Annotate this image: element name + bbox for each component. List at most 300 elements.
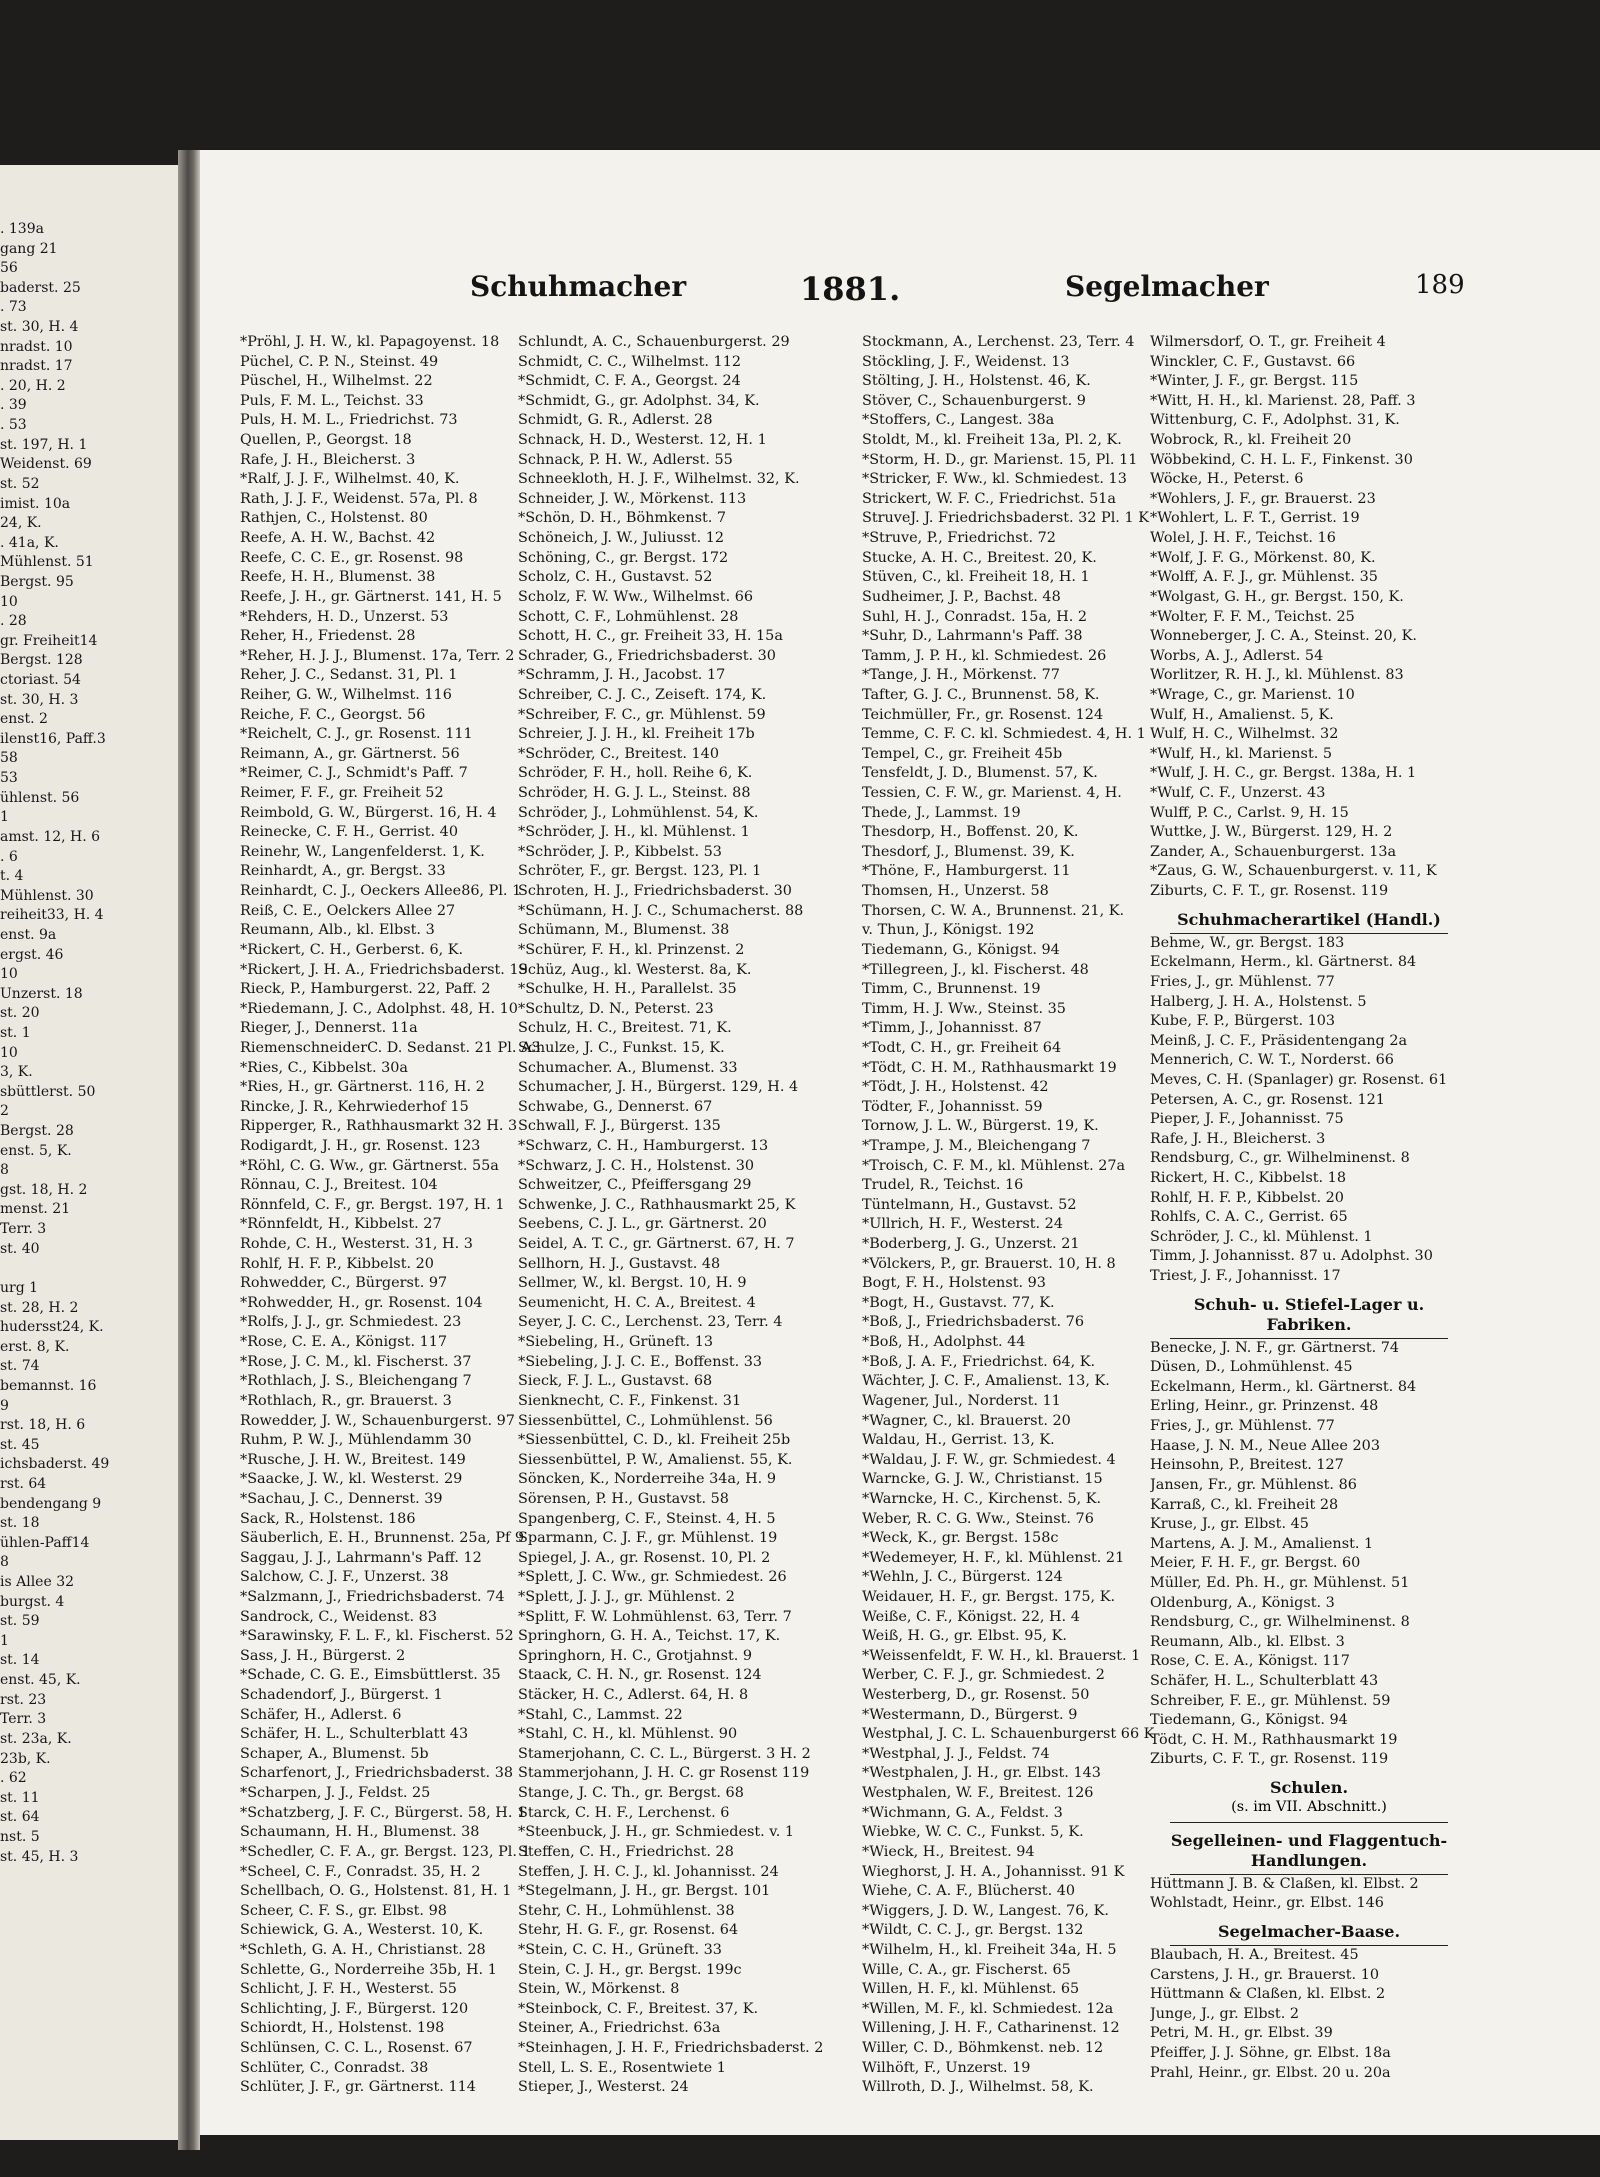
directory-entry: Schnack, P. H. W., Adlerst. 55	[518, 451, 733, 468]
directory-entry: Tödter, F., Johannisst. 59	[862, 1098, 1043, 1115]
directory-entry: *Schmidt, G., gr. Adolphst. 34, K.	[518, 392, 760, 409]
directory-entry: Salchow, C. J. F., Unzerst. 38	[240, 1569, 449, 1586]
directory-entry: st. 11	[0, 1789, 40, 1806]
directory-entry: Rönnau, C. J., Breitest. 104	[240, 1177, 438, 1194]
directory-entry: Wulf, H. C., Wilhelmst. 32	[1150, 726, 1339, 743]
directory-entry: Schröder, F. H., holl. Reihe 6, K.	[518, 765, 753, 782]
directory-entry: *Salzmann, J., Friedrichsbaderst. 74	[240, 1589, 505, 1605]
directory-entry: *Schreiber, F. C., gr. Mühlenst. 59	[518, 706, 766, 723]
directory-entry: Wilmersdorf, O. T., gr. Freiheit 4	[1150, 334, 1386, 350]
directory-entry: Stein, W., Mörkenst. 8	[518, 1981, 680, 1998]
directory-entry: Stammerjohann, J. H. C. gr Rosenst 119	[518, 1765, 810, 1782]
directory-entry: *Stegelmann, J. H., gr. Bergst. 101	[518, 1883, 771, 1900]
directory-entry: *Timm, J., Johannisst. 87	[862, 1020, 1042, 1037]
directory-entry: *Willen, M. F., kl. Schmiedest. 12a	[862, 2000, 1114, 2017]
directory-entry: v. Thun, J., Königst. 192	[862, 922, 1035, 939]
page-header	[200, 262, 1600, 322]
directory-entry: Schlundt, A. C., Schauenburgerst. 29	[518, 334, 790, 350]
section-heading: Segelleinen- und Flaggentuch-Handlungen.	[1170, 1830, 1448, 1870]
directory-entry: Carstens, J. H., gr. Brauerst. 10	[1150, 1966, 1380, 1983]
directory-entry: Reher, H., Friedenst. 28	[240, 628, 416, 645]
directory-entry: Wuttke, J. W., Bürgerst. 129, H. 2	[1150, 824, 1393, 841]
directory-entry: *Trampe, J. M., Bleichengang 7	[862, 1137, 1091, 1154]
directory-entry: Staack, C. H. N., gr. Rosenst. 124	[518, 1667, 762, 1684]
directory-entry: Terr. 3	[0, 1711, 47, 1728]
directory-entry: Stöckling, J. F., Weidenst. 13	[862, 353, 1070, 370]
directory-entry: *Sarawinsky, F. L. F., kl. Fischerst. 52	[240, 1628, 514, 1645]
directory-entry: Ziburts, C. F. T., gr. Rosenst. 119	[1150, 1751, 1389, 1768]
directory-entry: *Tillegreen, J., kl. Fischerst. 48	[862, 961, 1089, 978]
directory-entry: . 6	[0, 848, 18, 865]
directory-entry: *Ullrich, H. F., Westerst. 24	[862, 1216, 1063, 1233]
book-gutter	[178, 150, 200, 2150]
directory-entry: Schröter, F., gr. Bergst. 123, Pl. 1	[518, 863, 762, 880]
directory-entry: Weidauer, H. F., gr. Bergst. 175, K.	[862, 1589, 1116, 1605]
directory-entry: Schlüter, J. F., gr. Gärtnerst. 114	[240, 2079, 476, 2096]
directory-entry: ichsbaderst. 49	[0, 1456, 110, 1473]
directory-entry: Schreiber, F. E., gr. Mühlenst. 59	[1150, 1692, 1391, 1709]
directory-entry: menst. 21	[0, 1201, 71, 1218]
directory-entry: amst. 12, H. 6	[0, 828, 101, 845]
directory-entry: Schulze, J. C., Funkst. 15, K.	[518, 1039, 725, 1056]
directory-entry: Kube, F. P., Bürgerst. 103	[1150, 1013, 1336, 1030]
directory-entry: 8	[0, 1554, 9, 1571]
directory-entry: . 28	[0, 613, 27, 630]
directory-entry: *Schramm, J. H., Jacobst. 17	[518, 667, 726, 684]
directory-entry: Stehr, H. G. F., gr. Rosenst. 64	[518, 1922, 739, 1939]
directory-entry: Wöcke, H., Peterst. 6	[1150, 471, 1304, 488]
directory-entry: Schmidt, G. R., Adlerst. 28	[518, 412, 713, 429]
directory-entry: Triest, J. F., Johannisst. 17	[1150, 1268, 1341, 1285]
directory-entry: *Reher, H. J. J., Blumenst. 17a, Terr. 2	[240, 647, 515, 664]
directory-entry: *Tödt, J. H., Holstenst. 42	[862, 1079, 1049, 1096]
directory-entry: Thede, J., Lammst. 19	[862, 804, 1021, 821]
directory-entry: Stell, L. S. E., Rosentwiete 1	[518, 2059, 726, 2076]
directory-entry: Schnack, H. D., Westerst. 12, H. 1	[518, 432, 767, 449]
directory-entry: Schwall, F. J., Bürgerst. 135	[518, 1118, 721, 1135]
directory-entry: Jansen, Fr., gr. Mühlenst. 86	[1150, 1476, 1357, 1493]
directory-entry: Wohlstadt, Heinr., gr. Elbst. 146	[1150, 1895, 1384, 1912]
directory-column-1	[240, 333, 558, 2135]
directory-entry: Reiß, C. E., Oelckers Allee 27	[240, 902, 456, 919]
directory-entry: erst. 8, K.	[0, 1338, 70, 1355]
directory-entry: gr. Freiheit14	[0, 632, 98, 649]
directory-entry: Zander, A., Schauenburgerst. 13a	[1150, 843, 1397, 860]
directory-entry: enst. 2	[0, 711, 48, 728]
directory-entry: *Troisch, C. F. M., kl. Mühlenst. 27a	[862, 1157, 1126, 1174]
directory-entry: Wobrock, R., kl. Freiheit 20	[1150, 432, 1352, 449]
directory-entry: Söncken, K., Norderreihe 34a, H. 9	[518, 1471, 776, 1488]
directory-entry: *Ries, H., gr. Gärtnerst. 116, H. 2	[240, 1079, 485, 1096]
directory-entry: Timm, H. J. Ww., Steinst. 35	[862, 1000, 1066, 1017]
directory-entry: urg 1	[0, 1279, 39, 1296]
directory-entry: Rodigardt, J. H., gr. Rosenst. 123	[240, 1137, 481, 1154]
directory-entry: Schadendorf, J., Bürgerst. 1	[240, 1687, 443, 1704]
directory-entry: Schott, C. F., Lohmühlenst. 28	[518, 608, 739, 625]
directory-entry: Schlichting, J. F., Bürgerst. 120	[240, 2000, 469, 2017]
directory-entry: *Wildt, C. C. J., gr. Bergst. 132	[862, 1922, 1084, 1939]
directory-entry: Springhorn, H. C., Grotjahnst. 9	[518, 1647, 753, 1664]
directory-entry: Tempel, C., gr. Freiheit 45b	[862, 745, 1063, 762]
directory-entry: Schöning, C., gr. Bergst. 172	[518, 549, 729, 566]
directory-entry: Steffen, J. H. C. J., kl. Johannisst. 24	[518, 1863, 779, 1880]
directory-entry: Ziburts, C. F. T., gr. Rosenst. 119	[1150, 883, 1389, 900]
directory-entry: Tiedemann, G., Königst. 94	[1150, 1712, 1348, 1729]
directory-entry: Trudel, R., Teichst. 16	[862, 1177, 1024, 1194]
directory-entry: Schrader, G., Friedrichsbaderst. 30	[518, 647, 776, 664]
directory-entry: Schulz, H. C., Breitest. 71, K.	[518, 1020, 732, 1037]
section-rule	[1170, 1822, 1448, 1823]
directory-entry: *Pröhl, J. H. W., kl. Papagoyenst. 18	[240, 334, 500, 350]
directory-entry: Stölting, J. H., Holstenst. 46, K.	[862, 373, 1091, 390]
directory-entry: *Schümann, H. J. C., Schumacherst. 88	[518, 902, 804, 919]
directory-entry: nradst. 17	[0, 358, 73, 375]
directory-entry: Rath, J. J. F., Weidenst. 57a, Pl. 8	[240, 490, 478, 507]
directory-entry: enst. 5, K.	[0, 1142, 72, 1159]
directory-entry: Eckelmann, Herm., kl. Gärtnerst. 84	[1150, 1378, 1417, 1395]
directory-entry: *Wulf, J. H. C., gr. Bergst. 138a, H. 1	[1150, 765, 1417, 782]
directory-entry: Karraß, C., kl. Freiheit 28	[1150, 1496, 1339, 1513]
directory-entry: Springhorn, G. H. A., Teichst. 17, K.	[518, 1628, 781, 1645]
directory-entry: Erling, Heinr., gr. Prinzenst. 48	[1150, 1398, 1379, 1415]
directory-entry: Fries, J., gr. Mühlenst. 77	[1150, 1418, 1335, 1435]
directory-entry: imist. 10a	[0, 495, 71, 512]
directory-entry: Schreiber, C. J. C., Zeiseft. 174, K.	[518, 686, 767, 703]
directory-entry: Meier, F. H. F., gr. Bergst. 60	[1150, 1555, 1361, 1572]
directory-entry: Düsen, D., Lohmühlenst. 45	[1150, 1359, 1353, 1376]
directory-entry: Schlicht, J. F. H., Westerst. 55	[240, 1981, 457, 1998]
directory-entry: *Schmidt, C. F. A., Georgst. 24	[518, 373, 741, 390]
directory-entry: Willen, H. F., kl. Mühlenst. 65	[862, 1981, 1080, 1998]
directory-entry: *Wrage, C., gr. Marienst. 10	[1150, 686, 1355, 703]
directory-entry: hudersst24, K.	[0, 1319, 104, 1336]
directory-entry: 53	[0, 770, 18, 787]
directory-entry: *Wedemeyer, H. F., kl. Mühlenst. 21	[862, 1549, 1125, 1566]
directory-entry: Schwenke, J. C., Rathhausmarkt 25, K	[518, 1196, 796, 1213]
directory-entry: *Rose, J. C. M., kl. Fischerst. 37	[240, 1353, 472, 1370]
directory-entry: Reumann, Alb., kl. Elbst. 3	[1150, 1633, 1345, 1650]
directory-entry: Seyer, J. C. C., Lerchenst. 23, Terr. 4	[518, 1314, 783, 1331]
directory-entry: 56	[0, 260, 18, 277]
directory-entry: 10	[0, 593, 18, 610]
directory-entry: *Wohlers, J. F., gr. Brauerst. 23	[1150, 490, 1376, 507]
directory-entry: Reinehr, W., Langenfelderst. 1, K.	[240, 843, 485, 860]
directory-entry: *Storm, H. D., gr. Marienst. 15, Pl. 11	[862, 451, 1138, 468]
directory-entry: Scheer, C. F. S., gr. Elbst. 98	[240, 1902, 447, 1919]
directory-entry: Wulf, H., Amalienst. 5, K.	[1150, 706, 1334, 723]
directory-entry: *Wolff, A. F. J., gr. Mühlenst. 35	[1150, 569, 1378, 586]
directory-entry: Weidenst. 69	[0, 456, 92, 473]
directory-entry: Rohwedder, C., Bürgerst. 97	[240, 1275, 448, 1292]
directory-entry: Timm, C., Brunnenst. 19	[862, 981, 1041, 998]
directory-entry: gang 21	[0, 240, 58, 257]
directory-entry: *Ries, C., Kibbelst. 30a	[240, 1059, 409, 1076]
header-right-title: Segelmacher	[1065, 270, 1269, 303]
directory-entry: *Waldau, J. F. W., gr. Schmiedest. 4	[862, 1451, 1116, 1468]
directory-entry: Scholz, C. H., Gustavst. 52	[518, 569, 713, 586]
directory-entry: Teichmüller, Fr., gr. Rosenst. 124	[862, 706, 1104, 723]
directory-entry: rst. 23	[0, 1691, 47, 1708]
directory-entry: Reimbold, G. W., Bürgerst. 16, H. 4	[240, 804, 497, 821]
directory-entry: Wille, C. A., gr. Fischerst. 65	[862, 1961, 1071, 1978]
directory-entry: st. 1	[0, 1024, 31, 1041]
directory-entry: *Bogt, H., Gustavst. 77, K.	[862, 1294, 1055, 1311]
directory-entry: *Ralf, J. J. F., Wilhelmst. 40, K.	[240, 471, 460, 488]
directory-entry: Schüz, Aug., kl. Westerst. 8a, K.	[518, 961, 752, 978]
directory-entry: Seumenicht, H. C. A., Breitest. 4	[518, 1294, 756, 1311]
directory-entry: Stüven, C., kl. Freiheit 18, H. 1	[862, 569, 1090, 586]
directory-entry: Schlette, G., Norderreihe 35b, H. 1	[240, 1961, 497, 1978]
directory-entry: Sieck, F. J. L., Gustavst. 68	[518, 1373, 713, 1390]
directory-entry: st. 197, H. 1	[0, 436, 88, 453]
directory-entry: Müller, Ed. Ph. H., gr. Mühlenst. 51	[1150, 1574, 1410, 1591]
directory-entry: *Scharpen, J. J., Feldst. 25	[240, 1785, 431, 1802]
directory-entry: *Schürer, F. H., kl. Prinzenst. 2	[518, 941, 745, 958]
directory-entry: *Scheel, C. F., Conradst. 35, H. 2	[240, 1863, 481, 1880]
directory-entry: Schröder, H. G. J. L., Steinst. 88	[518, 785, 751, 802]
directory-entry: Spiegel, J. A., gr. Rosenst. 10, Pl. 2	[518, 1549, 771, 1566]
directory-entry: Warncke, G. J. W., Christianst. 15	[862, 1471, 1103, 1488]
directory-entry: *Boß, J. A. F., Friedrichst. 64, K.	[862, 1353, 1096, 1370]
directory-entry: Schümann, M., Blumenst. 38	[518, 922, 730, 939]
directory-entry: st. 30, H. 4	[0, 319, 79, 336]
directory-entry: Unzerst. 18	[0, 985, 83, 1002]
directory-entry: Mühlenst. 30	[0, 887, 94, 904]
directory-entry: Bergst. 28	[0, 1123, 74, 1140]
directory-entry: Rendsburg, C., gr. Wilhelminenst. 8	[1150, 1150, 1410, 1167]
directory-entry: enst. 9a	[0, 926, 57, 943]
directory-entry: *Rickert, J. H. A., Friedrichsbaderst. 19	[240, 961, 528, 978]
directory-entry: *Wichmann, G. A., Feldst. 3	[862, 1804, 1063, 1821]
directory-entry: Prahl, Heinr., gr. Elbst. 20 u. 20a	[1150, 2064, 1391, 2081]
directory-entry: Schäfer, H., Adlerst. 6	[240, 1706, 402, 1723]
directory-entry: Schellbach, O. G., Holstenst. 81, H. 1	[240, 1883, 512, 1900]
directory-entry: Sellmer, W., kl. Bergst. 10, H. 9	[518, 1275, 747, 1292]
directory-column-4	[1150, 333, 1468, 2135]
directory-entry: Benecke, J. N. F., gr. Gärtnerst. 74	[1150, 1339, 1400, 1356]
directory-entry: Rohde, C. H., Westerst. 31, H. 3	[240, 1236, 473, 1253]
directory-entry: *Schade, C. G. E., Eimsbüttlerst. 35	[240, 1667, 501, 1684]
directory-entry: st. 40	[0, 1240, 40, 1257]
directory-entry: *Wolgast, G. H., gr. Bergst. 150, K.	[1150, 588, 1404, 605]
directory-entry: Suhl, H. J., Conradst. 15a, H. 2	[862, 608, 1088, 625]
directory-entry: *Schwarz, C. H., Hamburgerst. 13	[518, 1137, 769, 1154]
directory-entry: *Sachau, J. C., Dennerst. 39	[240, 1490, 443, 1507]
directory-entry: Haase, J. N. M., Neue Allee 203	[1150, 1437, 1380, 1454]
directory-entry: Seidel, A. T. C., gr. Gärtnerst. 67, H. 7	[518, 1236, 795, 1253]
directory-entry: Wonneberger, J. C. A., Steinst. 20, K.	[1150, 628, 1418, 645]
directory-entry: gst. 18, H. 2	[0, 1181, 88, 1198]
directory-entry: Reefe, H. H., Blumenst. 38	[240, 569, 436, 586]
directory-entry: Reefe, J. H., gr. Gärtnerst. 141, H. 5	[240, 588, 502, 605]
directory-entry: Rieger, J., Dennerst. 11a	[240, 1020, 418, 1037]
directory-entry: Oldenburg, A., Königst. 3	[1150, 1594, 1335, 1611]
directory-entry: Sienknecht, C. F., Finkenst. 31	[518, 1392, 742, 1409]
directory-entry: rst. 64	[0, 1476, 47, 1492]
directory-entry: *Steinhagen, J. H. F., Friedrichsbaderst. 2	[518, 2040, 824, 2057]
directory-entry: nst. 5	[0, 1828, 40, 1845]
directory-entry: Reimann, A., gr. Gärtnerst. 56	[240, 745, 460, 762]
directory-entry: Ripperger, R., Rathhausmarkt 32 H. 3	[240, 1118, 518, 1135]
directory-entry: Stockmann, A., Lerchenst. 23, Terr. 4	[862, 334, 1135, 350]
section-note: (s. im VII. Abschnitt.)	[1231, 1799, 1387, 1816]
directory-entry: *Schedler, C. F. A., gr. Bergst. 123, Pl. 1	[240, 1843, 531, 1860]
directory-entry: Schlüter, C., Conradst. 38	[240, 2059, 429, 2076]
directory-entry: Sörensen, P. H., Gustavst. 58	[518, 1490, 729, 1507]
directory-entry: . 20, H. 2	[0, 377, 66, 394]
directory-entry: Saggau, J. J., Lahrmann's Paff. 12	[240, 1549, 482, 1566]
directory-entry: rst. 18, H. 6	[0, 1417, 86, 1434]
directory-entry: *Stahl, C., Lammst. 22	[518, 1706, 683, 1723]
directory-entry: *Steenbuck, J. H., gr. Schmiedest. v. 1	[518, 1824, 794, 1841]
directory-entry: ilenst16, Paff.3	[0, 730, 106, 747]
directory-entry: Weber, R. C. G. Ww., Steinst. 76	[862, 1510, 1094, 1527]
directory-entry: Ruhm, P. W. J., Mühlendamm 30	[240, 1432, 472, 1449]
directory-entry: *Schleth, G. A. H., Christianst. 28	[240, 1941, 486, 1958]
directory-entry: Schneekloth, H. J. F., Wilhelmst. 32, K.	[518, 471, 800, 488]
directory-entry: *Rehders, H. D., Unzerst. 53	[240, 608, 449, 625]
directory-entry: *Wulf, C. F., Unzerst. 43	[1150, 785, 1326, 802]
directory-entry: Wilhöft, F., Unzerst. 19	[862, 2059, 1031, 2076]
header-year: 1881.	[800, 270, 901, 308]
directory-entry: baderst. 25	[0, 279, 81, 296]
directory-entry: Temme, C. F. C. kl. Schmiedest. 4, H. 1	[862, 726, 1146, 743]
directory-entry: Schneider, J. W., Mörkenst. 113	[518, 490, 747, 507]
directory-entry: Martens, A. J. M., Amalienst. 1	[1150, 1535, 1374, 1552]
directory-entry: Säuberlich, E. H., Brunnenst. 25a, Pf 9	[240, 1530, 525, 1547]
directory-entry: Rafe, J. H., Bleicherst. 3	[1150, 1130, 1326, 1147]
directory-entry: *Siessenbüttel, C. D., kl. Freiheit 25b	[518, 1432, 791, 1449]
directory-entry: Starck, C. H. F., Lerchenst. 6	[518, 1804, 730, 1821]
directory-entry: Siessenbüttel, C., Lohmühlenst. 56	[518, 1412, 773, 1429]
directory-entry: *Völckers, P., gr. Brauerst. 10, H. 8	[862, 1255, 1116, 1272]
directory-entry: Tödt, C. H. M., Rathhausmarkt 19	[1150, 1731, 1398, 1748]
directory-entry: Sudheimer, J. P., Bachst. 48	[862, 588, 1061, 605]
directory-entry: Rendsburg, C., gr. Wilhelminenst. 8	[1150, 1614, 1410, 1631]
directory-entry: *Westphalen, J. H., gr. Elbst. 143	[862, 1765, 1101, 1782]
directory-entry: *Stoffers, C., Langest. 38a	[862, 412, 1055, 429]
directory-entry: Puls, F. M. L., Teichst. 33	[240, 392, 424, 409]
directory-entry	[0, 1259, 178, 1279]
directory-entry: 3, K.	[0, 1064, 33, 1081]
directory-entry: st. 14	[0, 1652, 40, 1669]
directory-entry: . 139a	[0, 221, 44, 237]
directory-entry: . 73	[0, 299, 27, 316]
directory-entry: StruveJ. J. Friedrichsbaderst. 32 Pl. 1 K	[862, 510, 1149, 527]
directory-entry: st. 59	[0, 1613, 40, 1630]
directory-entry: *Splitt, F. W. Lohmühlenst. 63, Terr. 7	[518, 1608, 792, 1625]
directory-entry: reiheit33, H. 4	[0, 907, 104, 924]
directory-entry: is Allee 32	[0, 1574, 75, 1591]
directory-entry: 1	[0, 1632, 9, 1649]
directory-entry: *Reimer, C. J., Schmidt's Paff. 7	[240, 765, 468, 782]
directory-entry: Stoldt, M., kl. Freiheit 13a, Pl. 2, K.	[862, 432, 1122, 449]
directory-entry: Thomsen, H., Unzerst. 58	[862, 883, 1049, 900]
directory-entry: Tüntelmann, H., Gustavst. 52	[862, 1196, 1077, 1213]
directory-entry: Rafe, J. H., Bleicherst. 3	[240, 451, 416, 468]
directory-entry: Rathjen, C., Holstenst. 80	[240, 510, 428, 527]
directory-entry: Heinsohn, P., Breitest. 127	[1150, 1457, 1344, 1474]
directory-entry: *Todt, C. H., gr. Freiheit 64	[862, 1039, 1062, 1056]
directory-entry: sbüttlerst. 50	[0, 1083, 96, 1100]
directory-entry: Eckelmann, Herm., kl. Gärtnerst. 84	[1150, 954, 1417, 971]
directory-entry: *Tange, J. H., Mörkenst. 77	[862, 667, 1060, 684]
directory-entry: *Warncke, H. C., Kirchenst. 5, K.	[862, 1490, 1102, 1507]
directory-entry: Rickert, H. C., Kibbelst. 18	[1150, 1169, 1346, 1186]
directory-entry: Weiße, C. F., Königst. 22, H. 4	[862, 1608, 1080, 1625]
directory-entry: Reumann, Alb., kl. Elbst. 3	[240, 922, 435, 939]
directory-entry: *Rohwedder, H., gr. Rosenst. 104	[240, 1294, 483, 1311]
directory-entry: ergst. 46	[0, 946, 64, 963]
directory-entry: *Weissenfeldt, F. W. H., kl. Brauerst. 1	[862, 1647, 1141, 1664]
directory-entry: Tensfeldt, J. D., Blumenst. 57, K.	[862, 765, 1098, 782]
directory-entry: *Stricker, F. Ww., kl. Schmiedest. 13	[862, 471, 1127, 488]
directory-entry: Schaper, A., Blumenst. 5b	[240, 1745, 429, 1762]
directory-entry: Strickert, W. F. C., Friedrichst. 51a	[862, 490, 1116, 507]
directory-entry: *Röhl, C. G. Ww., gr. Gärtnerst. 55a	[240, 1157, 499, 1174]
directory-entry: 9	[0, 1397, 9, 1414]
directory-entry: *Boß, H., Adolphst. 44	[862, 1334, 1026, 1351]
directory-entry: *Stahl, C. H., kl. Mühlenst. 90	[518, 1726, 738, 1743]
directory-entry: Meinß, J. C. F., Präsidentengang 2a	[1150, 1032, 1408, 1049]
directory-entry: st. 74	[0, 1358, 40, 1375]
section-heading: Segelmacher-Baase.	[1217, 1921, 1401, 1941]
directory-column-2	[518, 333, 836, 2135]
directory-entry: Mennerich, C. W. T., Norderst. 66	[1150, 1052, 1394, 1069]
directory-entry: Blaubach, H. A., Breitest. 45	[1150, 1946, 1359, 1963]
directory-entry: Schreier, J. J. H., kl. Freiheit 17b	[518, 726, 755, 743]
directory-entry: st. 45, H. 3	[0, 1848, 79, 1865]
directory-entry: Tiedemann, G., Königst. 94	[862, 941, 1060, 958]
directory-entry: *Westphal, J. J., Feldst. 74	[862, 1745, 1050, 1762]
directory-entry: 8	[0, 1162, 9, 1179]
directory-entry: Wächter, J. C. F., Amalienst. 13, K.	[862, 1373, 1110, 1390]
directory-entry: Wiebke, W. C. C., Funkst. 5, K.	[862, 1824, 1084, 1841]
directory-entry: Willening, J. H. F., Catharinenst. 12	[862, 2020, 1120, 2037]
directory-entry: *Saacke, J. W., kl. Westerst. 29	[240, 1471, 463, 1488]
directory-entry: *Boderberg, J. G., Unzerst. 21	[862, 1236, 1080, 1253]
directory-entry: 24, K.	[0, 515, 42, 532]
directory-entry: st. 30, H. 3	[0, 691, 79, 708]
directory-entry: *Wiggers, J. D. W., Langest. 76, K.	[862, 1902, 1109, 1919]
directory-entry: st. 20	[0, 1005, 40, 1022]
directory-entry: Petersen, A. C., gr. Rosenst. 121	[1150, 1091, 1385, 1108]
directory-entry: Bogt, F. H., Holstenst. 93	[862, 1275, 1046, 1292]
directory-entry: *Weck, K., gr. Bergst. 158c	[862, 1530, 1059, 1547]
directory-entry: t. 4	[0, 868, 24, 885]
directory-entry: Wagener, Jul., Norderst. 11	[862, 1392, 1061, 1409]
directory-entry: Tafter, G. J. C., Brunnenst. 58, K.	[862, 686, 1100, 703]
directory-entry: Thorsen, C. W. A., Brunnenst. 21, K.	[862, 902, 1125, 919]
directory-entry: *Splett, J. C. Ww., gr. Schmiedest. 26	[518, 1569, 787, 1586]
directory-entry: Schäfer, H. L., Schulterblatt 43	[1150, 1673, 1379, 1689]
directory-entry: st. 18	[0, 1515, 40, 1532]
directory-entry: Westerberg, D., gr. Rosenst. 50	[862, 1687, 1090, 1704]
directory-entry: *Struve, P., Friedrichst. 72	[862, 530, 1056, 547]
directory-entry: *Boß, J., Friedrichsbaderst. 76	[862, 1314, 1084, 1331]
directory-entry: Kruse, J., gr. Elbst. 45	[1150, 1516, 1309, 1533]
directory-entry: Willroth, D. J., Wilhelmst. 58, K.	[862, 2079, 1094, 2096]
directory-entry: *Zaus, G. W., Schauenburgerst. v. 11, K	[1150, 863, 1437, 880]
directory-entry: Rönnfeld, C. F., gr. Bergst. 197, H. 1	[240, 1196, 505, 1213]
directory-entry: Schumacher, J. H., Bürgerst. 129, H. 4	[518, 1079, 799, 1096]
left-page-column	[0, 220, 178, 1867]
directory-entry: Tessien, C. F. W., gr. Marienst. 4, H.	[862, 785, 1122, 802]
directory-entry: *Wilhelm, H., kl. Freiheit 34a, H. 5	[862, 1941, 1117, 1958]
directory-entry: *Westermann, D., Bürgerst. 9	[862, 1706, 1078, 1723]
directory-entry: Reinhardt, A., gr. Bergst. 33	[240, 863, 446, 880]
directory-entry: Stieper, J., Westerst. 24	[518, 2079, 689, 2096]
